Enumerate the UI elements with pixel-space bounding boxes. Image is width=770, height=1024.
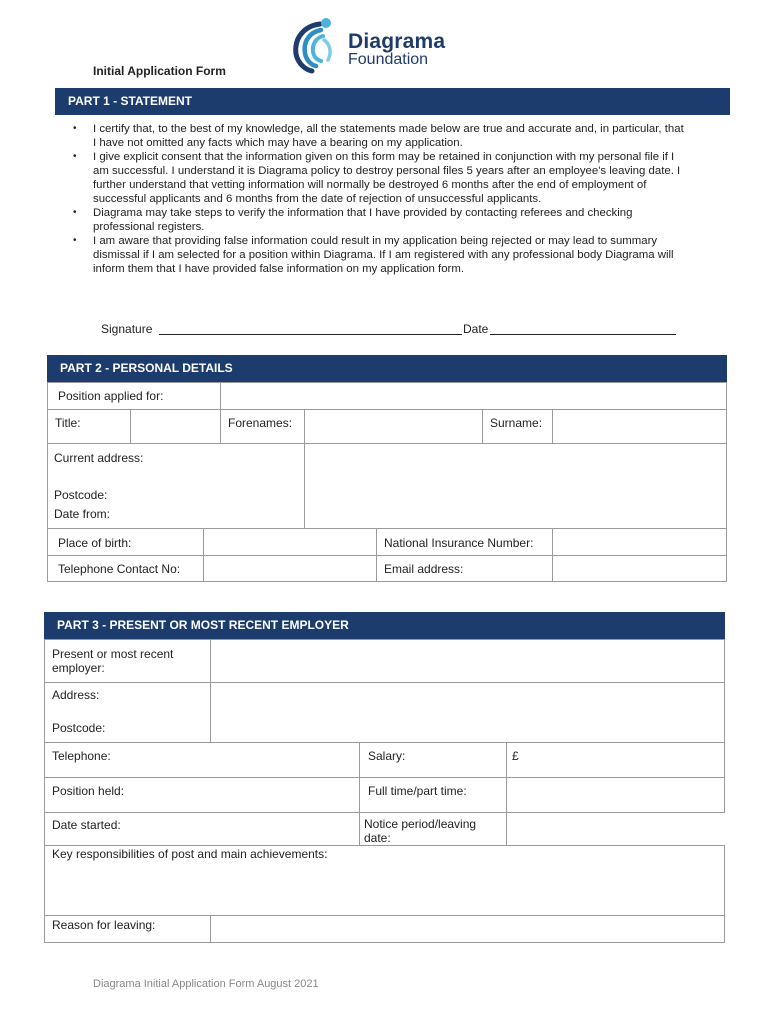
- employer-label: Present or most recent employer:: [52, 647, 174, 675]
- telephone-label: Telephone Contact No:: [58, 562, 181, 576]
- part1-heading: PART 1 - STATEMENT: [55, 88, 730, 115]
- diagrama-logo-icon: [290, 16, 350, 74]
- statement-item: • I give explicit consent that the information given on this form may be retained in conjunction with my personal file if I am successful. I understand it is Diagrama policy to destroy personal files 5 years after an employee's leaving date. I further understand that vetting information will normally be destroyed 6 months after the end of employment of successful applicants and 6 months from the date of rejection of unsuccessful applicants.: [60, 150, 685, 206]
- phone-label-cell: [47, 555, 204, 582]
- ni-number-label: National Insurance Number:: [384, 536, 534, 550]
- position-applied-label: Position applied for:: [58, 389, 164, 403]
- forenames-label: Forenames:: [228, 416, 293, 430]
- responsibilities-cell[interactable]: [44, 845, 725, 916]
- address-label-cell: [47, 443, 305, 529]
- salary-input[interactable]: [506, 742, 725, 778]
- footer-text: Diagrama Initial Application Form August 2021: [93, 978, 319, 990]
- birth-label-cell: [47, 528, 204, 556]
- position-applied-input[interactable]: [220, 382, 727, 410]
- logo-text-diagrama: Diagrama: [348, 30, 446, 53]
- signature-line[interactable]: [159, 334, 462, 335]
- date-from-label: Date from:: [54, 507, 111, 521]
- notice-period-label: Notice period/leaving date:: [364, 817, 477, 845]
- telephone-input[interactable]: [203, 555, 377, 582]
- current-address-input[interactable]: [304, 443, 727, 529]
- position-held-label: Position held:: [52, 784, 125, 798]
- employer-postcode-label: Postcode:: [52, 721, 106, 735]
- logo-text-foundation: Foundation: [348, 51, 429, 68]
- fulltime-label: Full time/part time:: [368, 784, 467, 798]
- ni-number-input[interactable]: [552, 528, 727, 556]
- position-applied-label-cell: [47, 382, 221, 410]
- statement-item: • I am aware that providing false information could result in my application being rejected or may lead to summary dismissal if I am selected for a position within Diagrama. If I am registered with any professional body Diagrama will inform them that I have provided false information on my application form.: [60, 234, 685, 276]
- employer-label-cell: [44, 639, 211, 683]
- title-label: Title:: [55, 416, 81, 430]
- fulltime-input[interactable]: [506, 777, 725, 813]
- forenames-input[interactable]: [304, 409, 483, 444]
- reason-for-leaving-input[interactable]: [210, 915, 725, 943]
- form-title: Initial Application Form: [93, 64, 226, 78]
- salary-label: Salary:: [368, 749, 406, 763]
- employer-address-label-cell: [44, 682, 211, 743]
- email-label-cell: [376, 555, 553, 582]
- fulltime-label-cell: [359, 777, 507, 813]
- postcode-label: Postcode:: [54, 488, 108, 502]
- reason-for-leaving-label: Reason for leaving:: [52, 918, 156, 932]
- position-held-cell[interactable]: [44, 777, 360, 813]
- notice-period-input[interactable]: [506, 812, 725, 846]
- employer-address-label: Address:: [52, 688, 100, 702]
- forenames-label-cell: [220, 409, 305, 444]
- place-of-birth-input[interactable]: [203, 528, 377, 556]
- responsibilities-label: Key responsibilities of post and main achievements:: [52, 847, 328, 861]
- date-started-cell[interactable]: [44, 812, 360, 846]
- statement-item: • I certify that, to the best of my knowledge, all the statements made below are true and accurate and, in particular, that I have not omitted any facts which may have a bearing on my application.: [60, 122, 685, 150]
- part3-heading: PART 3 - PRESENT OR MOST RECENT EMPLOYER: [44, 612, 725, 639]
- employer-telephone-label: Telephone:: [52, 749, 111, 763]
- signature-label: Signature: [101, 322, 153, 336]
- employer-address-input[interactable]: [210, 682, 725, 743]
- statement-list: [60, 122, 685, 276]
- title-input[interactable]: [130, 409, 221, 444]
- employer-input[interactable]: [210, 639, 725, 683]
- salary-label-cell: [359, 742, 507, 778]
- surname-label: Surname:: [490, 416, 543, 430]
- email-label: Email address:: [384, 562, 464, 576]
- part2-heading: PART 2 - PERSONAL DETAILS: [47, 355, 727, 382]
- ni-label-cell: [376, 528, 553, 556]
- currency-symbol: £: [512, 749, 519, 763]
- statement-item: • Diagrama may take steps to verify the information that I have provided by contacting referees and checking professional registers.: [60, 206, 685, 234]
- current-address-label: Current address:: [54, 451, 144, 465]
- date-started-label: Date started:: [52, 818, 121, 832]
- place-of-birth-label: Place of birth:: [58, 536, 132, 550]
- reason-label-cell: [44, 915, 211, 943]
- title-label-cell: [47, 409, 131, 444]
- email-input[interactable]: [552, 555, 727, 582]
- surname-label-cell: [482, 409, 553, 444]
- date-line[interactable]: [490, 334, 676, 335]
- surname-input[interactable]: [552, 409, 727, 444]
- date-label: Date: [463, 322, 489, 336]
- employer-telephone-cell[interactable]: [44, 742, 360, 778]
- notice-label-cell: [359, 812, 507, 846]
